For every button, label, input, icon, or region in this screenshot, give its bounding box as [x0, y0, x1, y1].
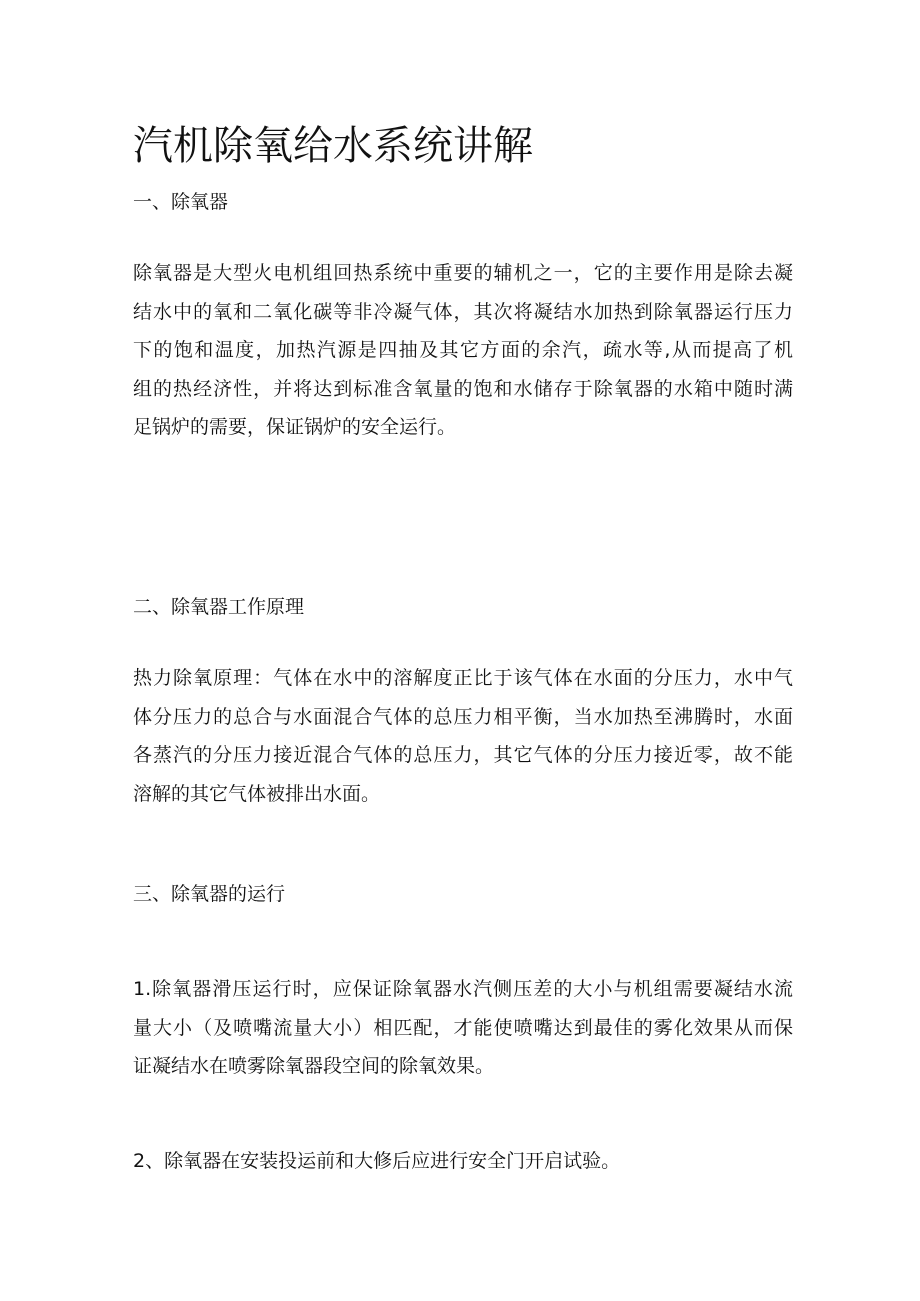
document-title: 汽机除氧给水系统讲解: [133, 123, 533, 169]
paragraph-line: 足锅炉的需要，保证锅炉的安全运行。: [133, 416, 457, 438]
paragraph-line: 组的热经济性，并将达到标准含氧量的饱和水储存于除氧器的水箱中随时满: [133, 377, 793, 400]
paragraph-line: 除氧器是大型火电机组回热系统中重要的辅机之一，它的主要作用是除去凝: [133, 262, 793, 284]
section-heading-2: 二、除氧器工作原理: [133, 596, 305, 618]
paragraph-line: 1.除氧器滑压运行时，应保证除氧器水汽侧压差的大小与机组需要凝结水流: [133, 978, 793, 1000]
paragraph-line: 下的饱和温度，加热汽源是四抽及其它方面的余汽，疏水等,从而提高了机: [133, 339, 793, 361]
paragraph-line: 证凝结水在喷雾除氧器段空间的除氧效果。: [133, 1055, 495, 1077]
section-heading-3: 三、除氧器的运行: [133, 883, 286, 905]
paragraph-line: 各蒸汽的分压力接近混合气体的总压力，其它气体的分压力接近零，故不能: [133, 744, 793, 766]
section-heading-1: 一、除氧器: [133, 191, 229, 213]
section-2-paragraph: [133, 659, 793, 813]
paragraph-line: 热力除氧原理：气体在水中的溶解度正比于该气体在水面的分压力，水中气: [133, 667, 793, 689]
paragraph-line: 结水中的氧和二氧化碳等非冷凝气体，其次将凝结水加热到除氧器运行压力: [133, 300, 793, 323]
paragraph-line: 量大小（及喷嘴流量大小）相匹配，才能使喷嘴达到最佳的雾化效果从而保: [133, 1016, 793, 1039]
section-1-paragraph: [133, 254, 793, 447]
paragraph-line: 体分压力的总合与水面混合气体的总压力相平衡，当水加热至沸腾时，水面: [133, 705, 793, 728]
section-3-item-2: 2、除氧器在安装投运前和大修后应进行安全门开启试验。: [133, 1150, 621, 1172]
paragraph-line: 溶解的其它气体被排出水面。: [133, 782, 381, 805]
section-3-item-1-paragraph: [133, 970, 793, 1086]
